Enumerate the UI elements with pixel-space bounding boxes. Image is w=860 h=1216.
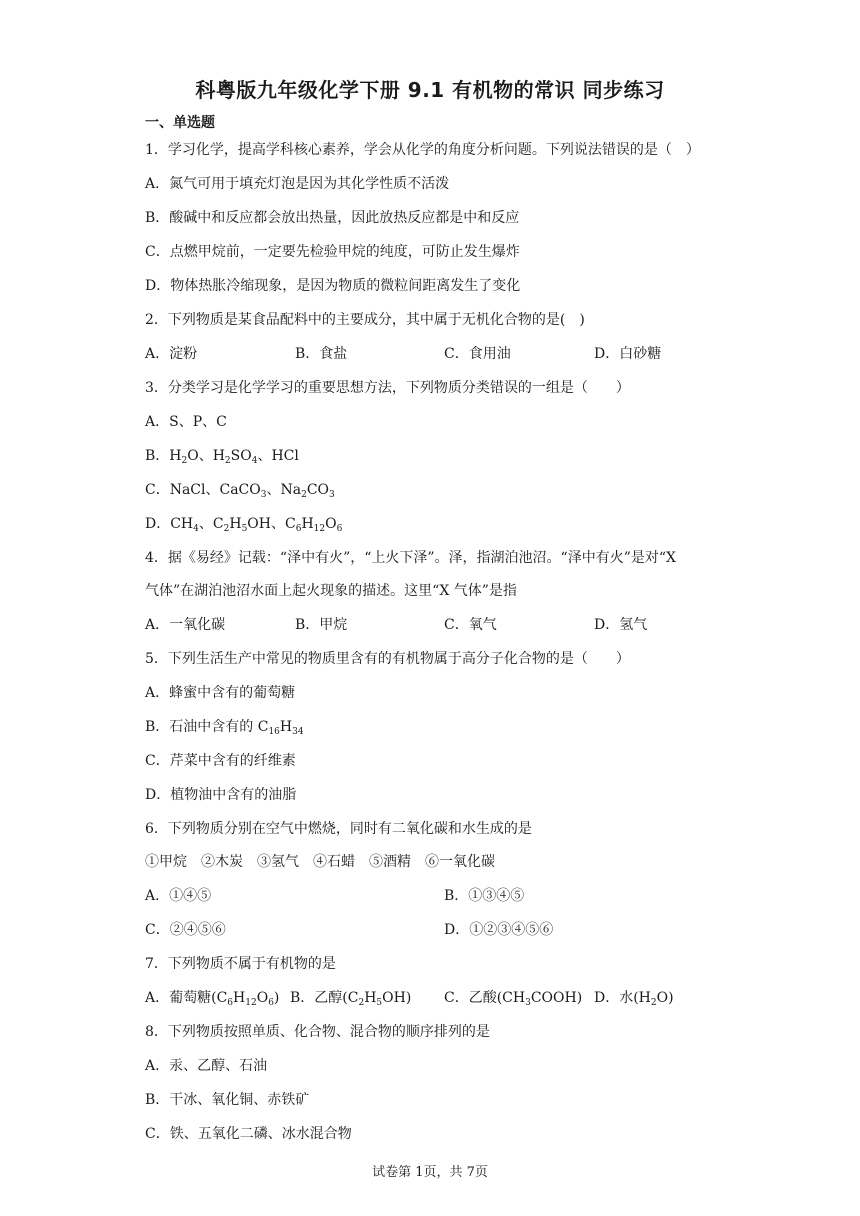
- question-4-stem-line-2: 气体”在湖泊池沼水面上起火现象的描述。这里“X 气体”是指: [145, 583, 517, 599]
- question-5-option-a: A．蜂蜜中含有的葡萄糖: [145, 685, 296, 701]
- question-4-option-c: C．氧气: [444, 617, 497, 633]
- question-1-stem: 1．学习化学，提高学科核心素养，学会从化学的角度分析问题。下列说法错误的是（ ）: [145, 142, 700, 158]
- question-6-items: ①甲烷 ②木炭 ③氢气 ④石蜡 ⑤酒精 ⑥一氧化碳: [145, 854, 495, 870]
- question-7-option-a: A．葡萄糖$(C_6H_{12}O_6)$: [145, 990, 280, 1008]
- question-6-option-c: C．②④⑤⑥: [145, 922, 226, 938]
- question-8-option-c: C．铁、五氧化二磷、冰水混合物: [145, 1126, 352, 1142]
- question-6-option-a: A．①④⑤: [145, 888, 212, 904]
- question-4-option-d: D．氢气: [594, 617, 648, 633]
- question-2-option-a: A．淀粉: [145, 346, 198, 362]
- question-7-option-b: B．乙醇$(C_2H_5OH)$: [290, 990, 412, 1008]
- question-8-option-a: A．汞、乙醇、石油: [145, 1058, 268, 1074]
- question-4-stem-line-1: 4．据《易经》记载：“泽中有火”，“上火下泽”。泽，指湖泊池沼。“泽中有火”是对“X: [145, 550, 676, 566]
- question-4-option-b: B．甲烷: [295, 617, 348, 633]
- page-footer: 试卷第 1页，共 7页: [372, 1165, 488, 1180]
- question-2-option-b: B．食盐: [295, 346, 348, 362]
- question-6-option-b: B．①③④⑤: [444, 888, 525, 904]
- section-heading: 一、单选题: [145, 115, 215, 131]
- question-2-option-c: C．食用油: [444, 346, 511, 362]
- question-5-option-c: C．芹菜中含有的纤维素: [145, 753, 296, 769]
- question-4-option-a: A．一氧化碳: [145, 617, 226, 633]
- question-6-option-d: D．①②③④⑤⑥: [444, 922, 554, 938]
- question-3-option-b: B．$H_2O$、$H_2SO_4$、HCl: [145, 448, 299, 466]
- question-2-option-d: D．白砂糖: [594, 346, 662, 362]
- question-1-option-a: A．氮气可用于填充灯泡是因为其化学性质不活泼: [145, 176, 450, 192]
- question-5-option-b: B．石油中含有的 $C_{16}H_{34}$: [145, 719, 304, 737]
- question-8-stem: 8．下列物质按照单质、化合物、混合物的顺序排列的是: [145, 1024, 490, 1040]
- question-5-option-d: D．植物油中含有的油脂: [145, 787, 297, 803]
- question-7-option-c: C．乙酸$(CH_3COOH)$: [444, 990, 583, 1008]
- question-7-option-d: D．水$(H_2O)$: [594, 990, 674, 1008]
- question-5-stem: 5．下列生活生产中常见的物质里含有的有机物属于高分子化合物的是（ ）: [145, 651, 630, 667]
- question-6-stem: 6．下列物质分别在空气中燃烧，同时有二氧化碳和水生成的是: [145, 821, 532, 837]
- question-3-option-a: A．S、P、C: [145, 414, 227, 430]
- question-7-stem: 7．下列物质不属于有机物的是: [145, 956, 336, 972]
- question-1-option-b: B．酸碱中和反应都会放出热量，因此放热反应都是中和反应: [145, 210, 520, 226]
- question-3-option-c: C．NaCl、CaCO$_3$、$Na_2CO_3$: [145, 482, 335, 500]
- question-3-option-d: D．$CH_4$、$C_2H_5OH$、$C_6H_{12}O_6$: [145, 516, 343, 534]
- question-8-option-b: B．干冰、氧化铜、赤铁矿: [145, 1092, 310, 1108]
- page-title: 科粤版九年级化学下册 9.1 有机物的常识 同步练习: [195, 78, 665, 102]
- question-3-stem: 3．分类学习是化学学习的重要思想方法，下列物质分类错误的一组是（ ）: [145, 380, 630, 396]
- question-1-option-d: D．物体热胀冷缩现象，是因为物质的微粒间距离发生了变化: [145, 278, 521, 294]
- question-2-stem: 2．下列物质是某食品配料中的主要成分，其中属于无机化合物的是( ): [145, 312, 585, 328]
- question-1-option-c: C．点燃甲烷前，一定要先检验甲烷的纯度，可防止发生爆炸: [145, 244, 520, 260]
